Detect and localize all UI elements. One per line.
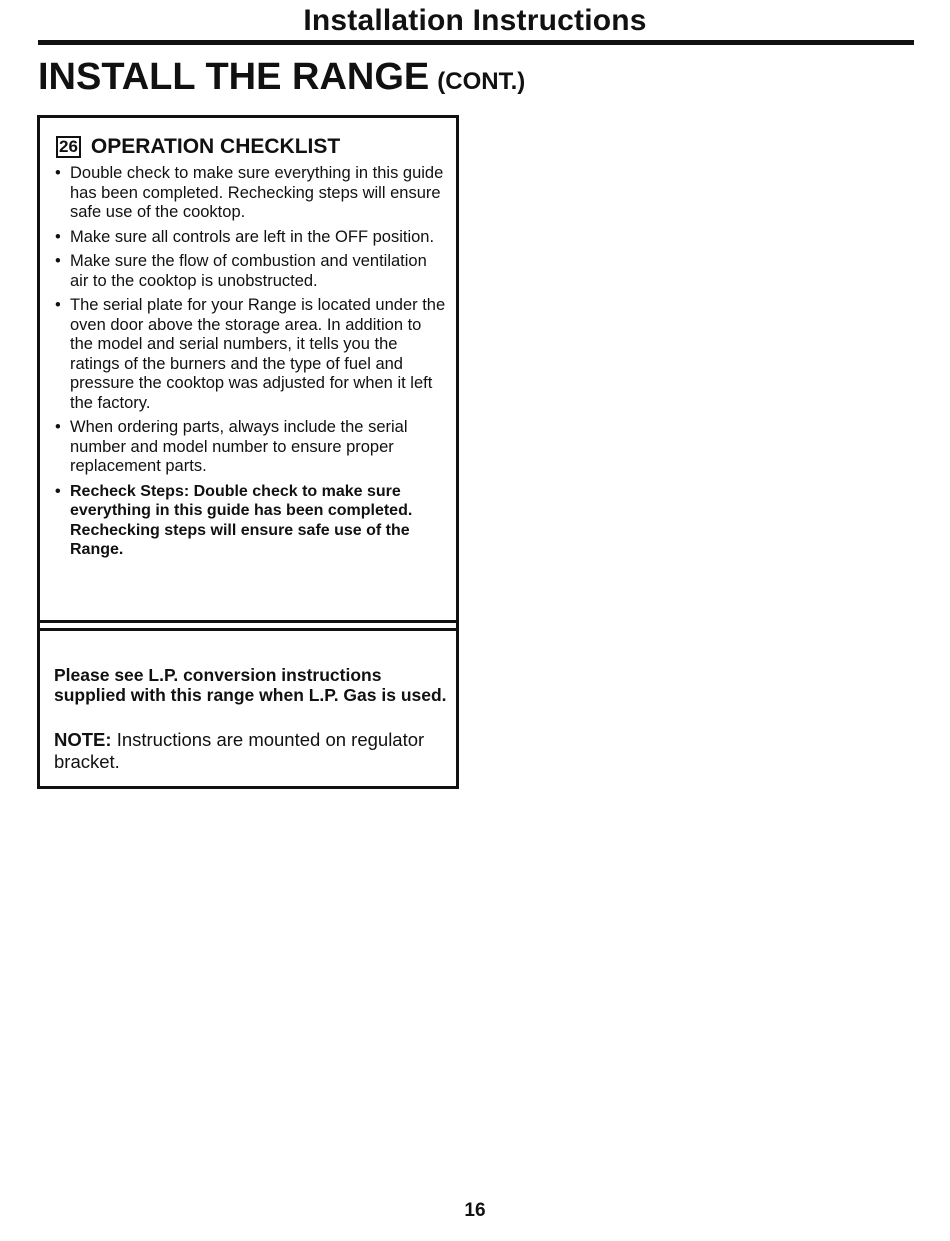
checklist-item: • Make sure the flow of combustion and ventilation air to the cooktop is unobstructed. [54, 252, 448, 291]
lp-conversion-notice: Please see L.P. conversion instructions supplied with this range when L.P. Gas is used. [54, 665, 447, 705]
section-title-suffix: (CONT.) [437, 68, 526, 95]
header-title: Installation Instructions [303, 4, 647, 37]
header-rule [38, 40, 914, 45]
checklist-list [54, 164, 448, 565]
page-number: 16 [464, 1200, 486, 1221]
checklist-item: • Make sure all controls are left in the OFF position. [54, 228, 448, 248]
lp-note [54, 729, 448, 773]
checklist-heading [56, 135, 340, 159]
checklist-item: • Double check to make sure everything in this guide has been completed. Rechecking steps will ensure safe use of the cooktop. [54, 164, 448, 223]
note-text: Instructions are mounted on regulator bracket. [54, 729, 425, 772]
checklist-item: • The serial plate for your Range is located under the oven door above the storage area. In addition to the model and serial numbers, it tells you the ratings of the burners and the type of fuel and pressure the cooktop was adjusted for when it left the factory. [54, 296, 448, 413]
section-title-text: INSTALL THE RANGE [38, 56, 430, 98]
checklist-title: OPERATION CHECKLIST [90, 135, 341, 158]
note-label: NOTE: [54, 729, 112, 750]
checklist-item: • When ordering parts, always include the serial number and model number to ensure proper replacement parts. [54, 418, 448, 477]
checklist-item-recheck: • Recheck Steps: Double check to make sure everything in this guide has been completed. Rechecking steps will ensure safe use of the Range. [54, 482, 448, 560]
step-number-badge: 26 [56, 136, 81, 158]
section-title [38, 56, 525, 99]
lp-conversion-box [37, 620, 459, 789]
operation-checklist-box [37, 115, 459, 631]
